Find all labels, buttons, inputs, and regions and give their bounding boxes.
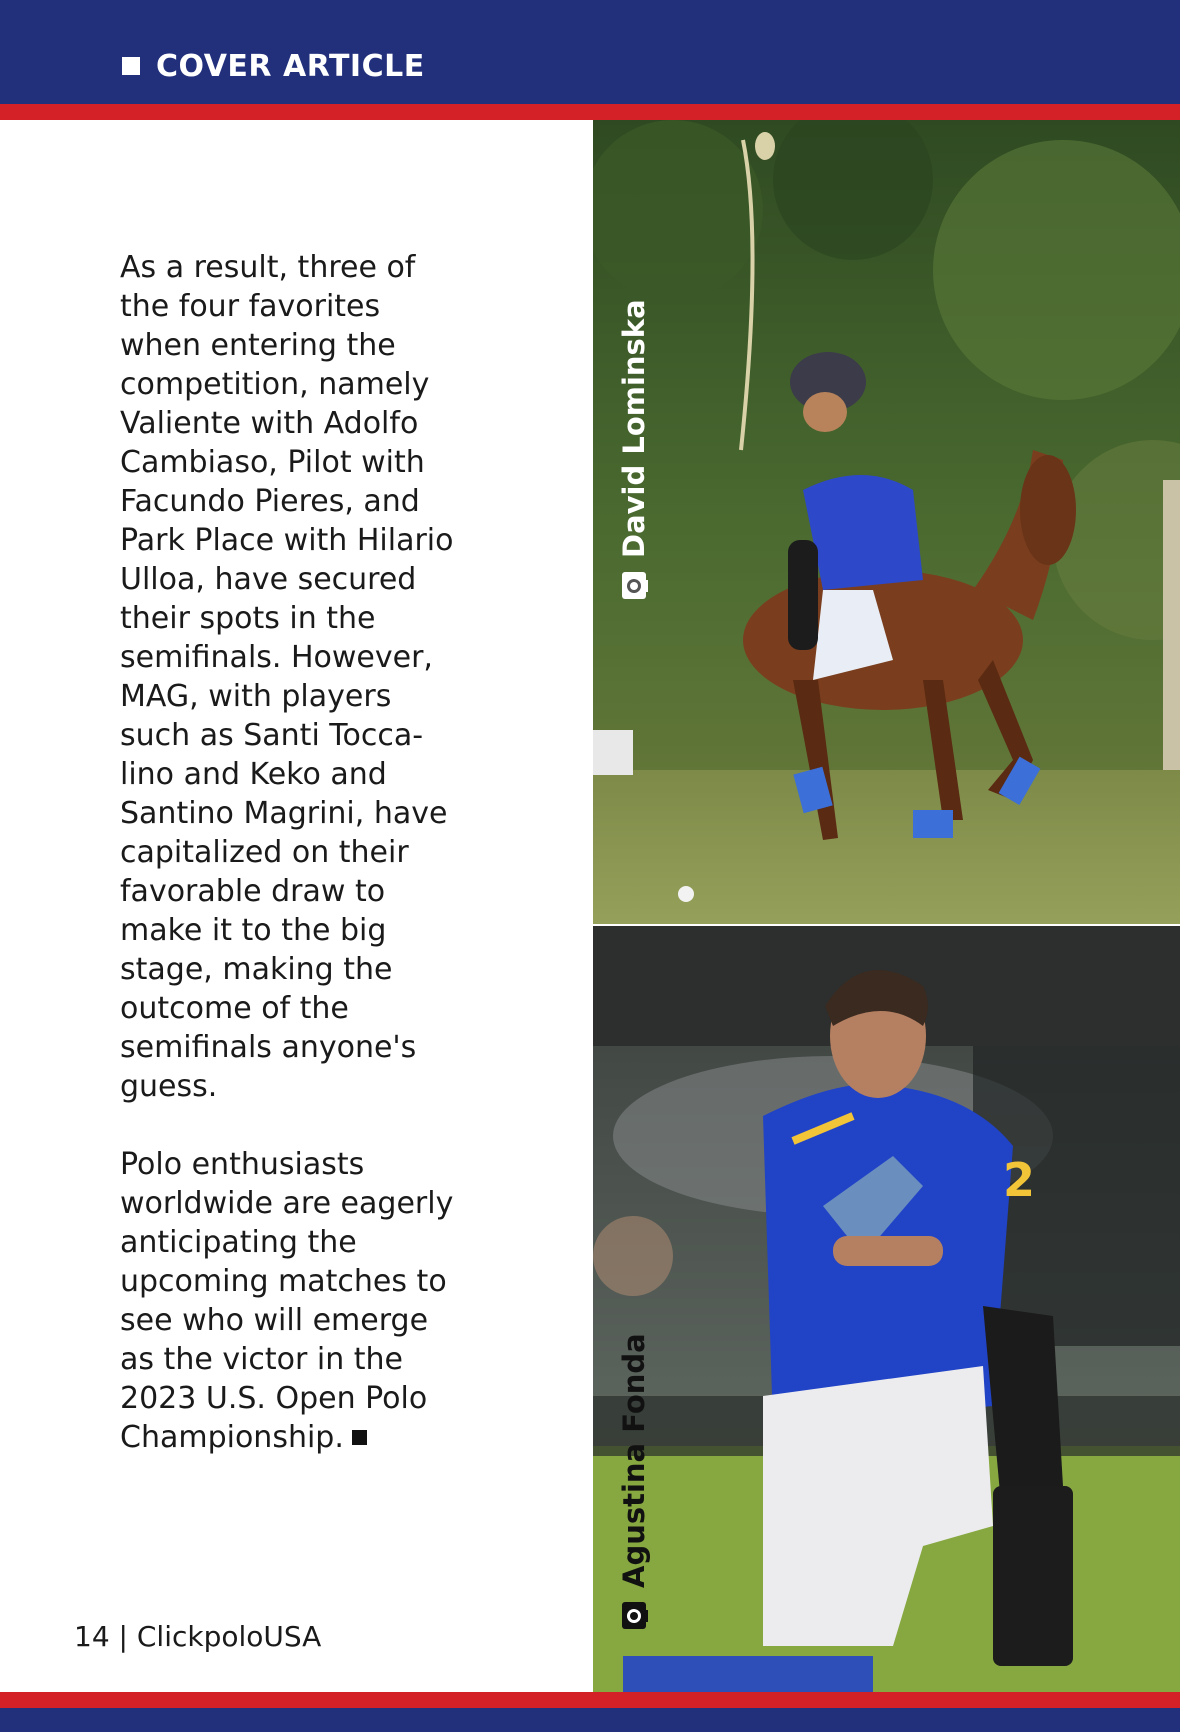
text-line: Polo enthusiasts [120, 1147, 365, 1182]
article-paragraph-1 [120, 248, 590, 1106]
text-line: anticipating the [120, 1225, 357, 1260]
camera-icon [617, 570, 651, 602]
text-line: make it to the big [120, 913, 387, 948]
text-line: guess. [120, 1069, 218, 1104]
polo-horse-photo [593, 120, 1180, 924]
text-line: competition, namely [120, 367, 430, 402]
photo-credit-bottom [617, 1300, 651, 1632]
photo-credit-top [617, 266, 651, 602]
text-line: see who will emerge [120, 1303, 429, 1338]
footer-stripe [0, 1692, 1180, 1708]
text-line: when entering the [120, 328, 396, 363]
text-line: Ulloa, have secured [120, 562, 417, 597]
photo-credit-top-text: David Lominska [617, 299, 651, 558]
text-line: upcoming matches to [120, 1264, 447, 1299]
text-line: worldwide are eagerly [120, 1186, 454, 1221]
text-line: Valiente with Adolfo [120, 406, 419, 441]
text-line: 2023 U.S. Open Polo [120, 1381, 428, 1416]
text-line: their spots in the [120, 601, 376, 636]
section-label-text: COVER ARTICLE [156, 48, 425, 84]
text-line: Championship. [120, 1418, 590, 1457]
text-line: Park Place with Hilario [120, 523, 454, 558]
end-of-article-icon [352, 1430, 367, 1445]
text-line: semifinals anyone's [120, 1030, 417, 1065]
article-body [120, 248, 590, 1457]
text-line: Cambiaso, Pilot with [120, 445, 425, 480]
text-line: capitalized on their [120, 835, 409, 870]
text-line: semifinals. However, [120, 640, 433, 675]
text-line: MAG, with players [120, 679, 392, 714]
header-stripe [0, 104, 1180, 120]
text-line: lino and Keko and [120, 757, 387, 792]
text-line: Facundo Pieres, and [120, 484, 420, 519]
svg-text:2: 2 [1003, 1153, 1036, 1207]
text-line: stage, making the [120, 952, 393, 987]
text-line: such as Santi Tocca- [120, 718, 424, 753]
photo-credit-bottom-text: Agustina Fonda [617, 1333, 651, 1588]
square-bullet-icon [122, 57, 140, 75]
section-label [122, 46, 425, 86]
text-line: outcome of the [120, 991, 349, 1026]
text-line: the four favorites [120, 289, 381, 324]
text-line: favorable draw to [120, 874, 386, 909]
footer-bar [0, 1708, 1180, 1732]
article-paragraph-2 [120, 1145, 590, 1457]
text-line: as the victor in the [120, 1342, 404, 1377]
camera-icon [617, 1600, 651, 1632]
page-footer: 14 | ClickpoloUSA [74, 1620, 322, 1653]
polo-player-photo [593, 926, 1180, 1692]
text-line: As a result, three of [120, 250, 416, 285]
text-line: Santino Magrini, have [120, 796, 448, 831]
